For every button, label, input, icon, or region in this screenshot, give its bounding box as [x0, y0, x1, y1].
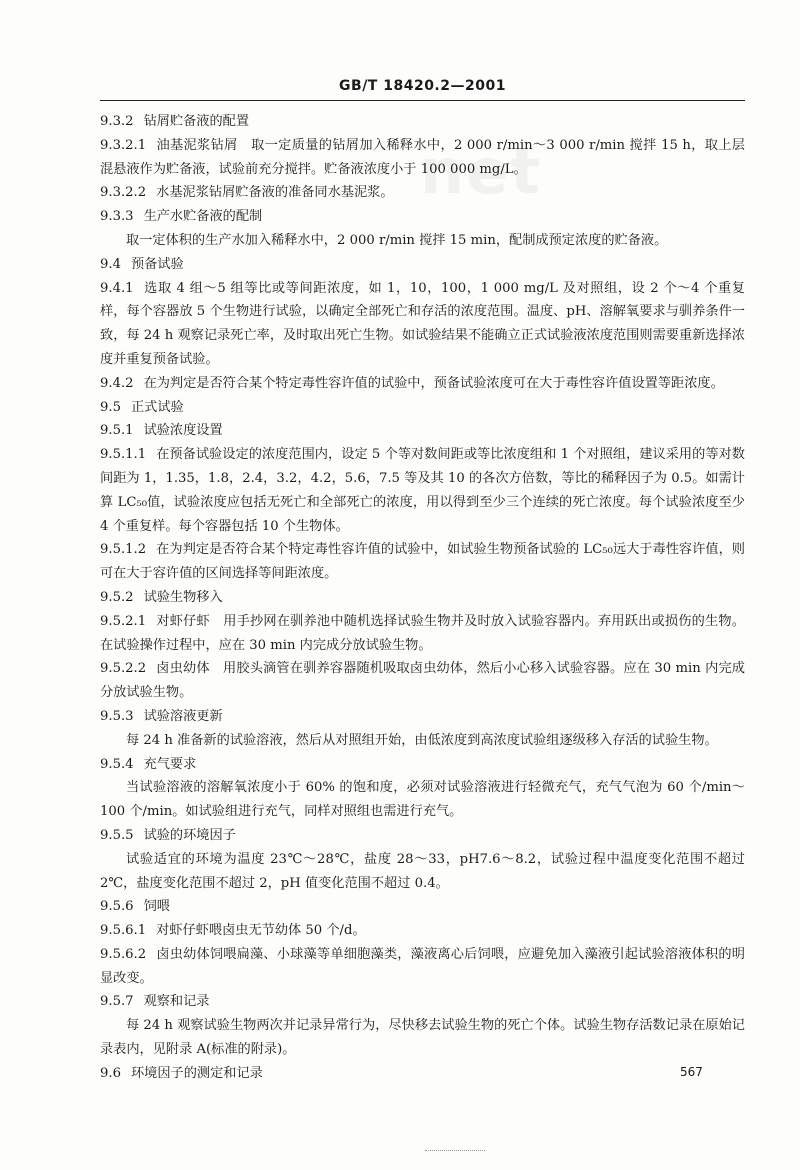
clause-number: 9.5.4	[100, 756, 134, 772]
clause-text: 试验生物移入	[143, 589, 223, 605]
clause-text: 取一定体积的生产水加入稀释水中，2 000 r/min 搅拌 15 min，配制成预定浓度的贮备液。	[126, 232, 668, 248]
clause-number: 9.5.2.2	[100, 661, 147, 677]
clause-number: 9.5.7	[100, 994, 134, 1010]
clause-number: 9.5.6.2	[100, 946, 147, 962]
clause-text: 预备试验	[130, 256, 184, 272]
numbered-paragraph	[100, 134, 745, 182]
clause-number: 9.3.3	[100, 209, 134, 225]
clause-text: 当试验溶液的溶解氧浓度小于 60% 的饱和度，必须对试验溶液进行轻微充气，充气气泡为 60 个/min～100 个/min。如试验组进行充气，同样对照组也需进行充气。	[100, 780, 745, 820]
numbered-paragraph	[100, 181, 745, 205]
section-heading	[100, 824, 745, 848]
clause-number: 9.4.1	[100, 280, 134, 296]
page-number: 567	[680, 1065, 703, 1079]
numbered-paragraph	[100, 372, 745, 396]
watermark: net	[420, 135, 542, 208]
paragraph	[100, 776, 745, 824]
clause-text: 卤虫幼体 用胶头滴管在驯养容器随机吸取卤虫幼体，然后小心移入试验容器。应在 30 min 内完成分放试验生物。	[100, 661, 745, 701]
numbered-paragraph	[100, 538, 745, 586]
scan-mark	[425, 1150, 485, 1151]
clause-text: 在为判定是否符合某个特定毒性容许值的试验中，如试验生物预备试验的 LC₅₀远大于毒性容许值，则可在大于容许值的区间选择等间距浓度。	[100, 542, 745, 582]
paragraph	[100, 229, 745, 253]
section-heading	[100, 895, 745, 919]
numbered-paragraph	[100, 943, 745, 991]
clause-number: 9.5.5	[100, 827, 134, 843]
clause-number: 9.5.2.1	[100, 613, 147, 629]
numbered-paragraph	[100, 657, 745, 705]
section-heading	[100, 753, 745, 777]
paragraph	[100, 729, 745, 753]
clause-text: 钻屑贮备液的配置	[143, 114, 250, 129]
clause-text: 油基泥浆钻屑 取一定质量的钻屑加入稀释水中，2 000 r/min～3 000 r/min 搅拌 15 h，取上层混悬液作为贮备液，试验前充分搅拌。贮备液浓度小于 100 000 mg/L。	[100, 137, 745, 177]
clause-number: 9.4.2	[100, 375, 134, 391]
clause-text: 环境因子的测定和记录	[130, 1065, 263, 1081]
clause-number: 9.5.2	[100, 589, 134, 605]
clause-text: 对虾仔虾喂卤虫无节幼体 50 个/d。	[156, 923, 366, 939]
numbered-paragraph	[100, 443, 745, 538]
clause-text: 每 24 h 观察试验生物两次并记录异常行为，尽快移去试验生物的死亡个体。试验生物存活数记录在原始记录表内，见附录 A(标准的附录)。	[100, 1018, 745, 1058]
clause-text: 在为判定是否符合某个特定毒性容许值的试验中，预备试验浓度可在大于毒性容许值设置等距浓度。	[143, 375, 724, 391]
running-header: GB/T 18420.2—2001	[339, 78, 506, 94]
clause-number: 9.3.2.2	[100, 185, 147, 201]
section-heading	[100, 110, 745, 134]
paragraph	[100, 848, 745, 896]
clause-number: 9.5.1.2	[100, 542, 147, 558]
clause-number: 9.5.6.1	[100, 923, 147, 939]
numbered-paragraph	[100, 277, 745, 372]
clause-text: 试验浓度设置	[143, 423, 223, 439]
clause-text: 在预备试验设定的浓度范围内，设定 5 个等对数间距或等比浓度组和 1 个对照组，建议采用的等对数间距为 1，1.35，1.8，2.4，3.2，4.2，5.6，7.5 等及其 10 的各次方倍数，等比的稀释因子为 0.5。如需计算 LC₅₀值，试验浓度应包括无死亡和全部死亡的浓度，用以得到至少三个连续的死亡浓度。每个试验浓度至少 4 个重复样。每个容器包括 10 个生物体。	[100, 447, 745, 534]
clause-number: 9.5.3	[100, 708, 134, 724]
clause-text: 试验的环境因子	[143, 827, 236, 843]
clause-text: 饲喂	[143, 899, 170, 915]
clause-number: 9.5	[100, 399, 121, 415]
clause-text: 选取 4 组～5 组等比或等间距浓度，如 1，10，100，1 000 mg/L 及对照组，设 2 个～4 个重复样，每个容器放 5 个生物进行试验，以确定全部死亡和存活的浓度范围。温度、pH、溶解氧要求与驯养条件一致，每 24 h 观察记录死亡率，及时取出死亡生物。如试验结果不能确立正式试验液浓度范围则需要重新选择浓度并重复预备试验。	[100, 280, 745, 367]
paragraph	[100, 1014, 745, 1062]
clause-text: 充气要求	[143, 756, 197, 772]
section-heading	[100, 705, 745, 729]
clause-number: 9.5.6	[100, 899, 134, 915]
section-heading	[100, 586, 745, 610]
clause-text: 卤虫幼体饲喂扁藻、小球藻等单细胞藻类，藻液离心后饲喂，应避免加入藻液引起试验溶液体积的明显改变。	[100, 946, 745, 986]
section-heading	[100, 396, 745, 420]
clause-number: 9.5.1.1	[100, 447, 147, 463]
section-heading	[100, 990, 745, 1014]
clause-text: 每 24 h 准备新的试验溶液，然后从对照组开始，由低浓度到高浓度试验组逐级移入存活的试验生物。	[126, 732, 718, 748]
section-heading	[100, 419, 745, 443]
clause-text: 对虾仔虾 用手抄网在驯养池中随机选择试验生物并及时放入试验容器内。弃用跃出或损伤的生物。在试验操作过程中，应在 30 min 内完成分放试验生物。	[100, 613, 745, 653]
clause-number: 9.4	[100, 256, 121, 272]
body-text	[100, 110, 745, 1086]
clause-text: 生产水贮备液的配制	[143, 209, 263, 225]
clause-text: 试验溶液更新	[143, 708, 223, 724]
section-heading	[100, 253, 745, 277]
clause-number: 9.6	[100, 1065, 121, 1081]
clause-text: 试验适宜的环境为温度 23℃～28℃，盐度 28～33，pH7.6～8.2，试验过程中温度变化范围不超过 2℃，盐度变化范围不超过 2，pH 值变化范围不超过 0.4。	[100, 851, 745, 891]
section-heading	[100, 205, 745, 229]
clause-text: 水基泥浆钻屑贮备液的准备同水基泥浆。	[156, 185, 394, 201]
clause-text: 观察和记录	[143, 994, 210, 1010]
header-rule	[100, 100, 745, 101]
clause-number: 9.3.2	[100, 114, 134, 129]
section-heading	[100, 1062, 745, 1086]
clause-number: 9.5.1	[100, 423, 134, 439]
numbered-paragraph	[100, 919, 745, 943]
numbered-paragraph	[100, 610, 745, 658]
clause-text: 正式试验	[130, 399, 184, 415]
clause-number: 9.3.2.1	[100, 137, 147, 153]
